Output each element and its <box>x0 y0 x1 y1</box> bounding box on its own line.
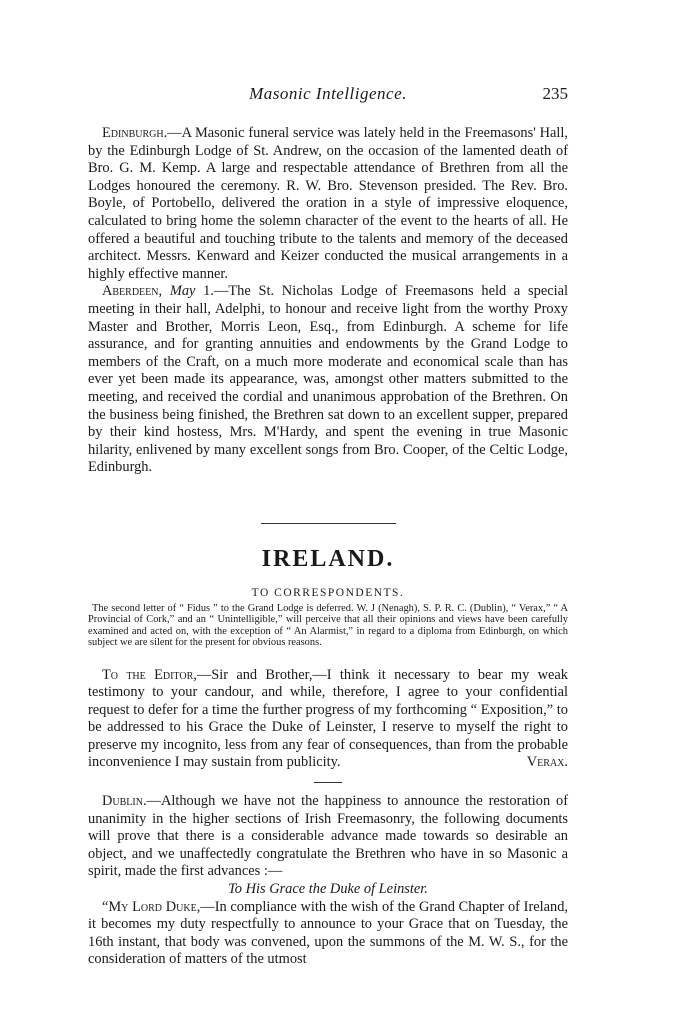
edinburgh-place: Edinburgh. <box>102 125 168 141</box>
running-title: Masonic Intelligence. <box>249 84 407 103</box>
letter-paragraph <box>88 667 568 773</box>
edinburgh-paragraph <box>88 125 568 283</box>
aberdeen-place: Aberdeen, <box>102 283 163 300</box>
dublin-place: Dublin. <box>102 793 147 810</box>
section-heading: IRELAND. <box>261 545 395 572</box>
dublin-address: To His Grace the Duke of Leinster. <box>228 881 428 898</box>
page-number: 235 <box>542 84 568 103</box>
letter-text: —Sir and Brother,—I think it necessary to bear my weak testimony to your candour, and while, therefore, I agree to your confidential request to defer for a time the further progress of my forthcoming “ Exposition,” to be addressed to his Grace the Duke of Leinster, I reserve to myself the right to preserve my incognito, less from any fear of consequences, than from the probable inconvenience I may sustain from publicity. <box>88 666 568 771</box>
edinburgh-text: —A Masonic funeral service was lately held in the Freemasons' Hall, by the Edinburgh Lodge of St. Andrew, on the occasion of the lamented death of Bro. G. M. Kemp. A large and respectable attendance of Brethren from all the Lodges honoured the ceremony. R. W. Bro. Stevenson presided. The Rev. Bro. Boyle, of Portobello, delivered the oration in a style of impressive eloquence, calculated to bring home the solemn character of the event to the hearts of all. He offered a beautiful and touching tribute to the talents and memory of the deceased architect. Messrs. Kenward and Keizer conducted the musical arrangements in a highly effective manner. <box>88 125 568 282</box>
dublin-letter-paragraph <box>88 899 568 969</box>
correspondents-heading: TO CORRESPONDENTS. <box>251 586 405 599</box>
aberdeen-date: May <box>169 283 196 300</box>
letter-salutation: To the Editor, <box>102 666 197 683</box>
aberdeen-text: 1.—The St. Nicholas Lodge of Freemasons held a special meeting in their hall, Adelphi, to honour and receive light from the worthy Proxy Master and Brother, Morris Leon, Esq., from Edinburgh. A scheme for life assurance, and for granting annuities and endowments by the Grand Lodge to members of the Craft, on a much more moderate and economical scale than has ever yet been made its appearance, was, amongst other matters submitted to the meeting, and received the cordial and unanimous approbation of the Brethren. On the business being finished, the Brethren sat down to an excellent supper, prepared by their kind hostess, Mrs. M'Hardy, and spent the evening in true Masonic hilarity, enlivened by many excellent songs from Bro. Cooper, of the Celtic Lodge, Edinburgh. <box>88 283 568 476</box>
letter-signature: Verax. <box>526 754 568 771</box>
aberdeen-paragraph <box>88 283 568 477</box>
correspondents-notice: The second letter of “ Fidus ” to the Grand Lodge is deferred. W. J (Nenagh), S. P. R. C. (Dublin), “ Verax,” “ A Provincial of Cork,” and an “ Unintelligible,” will perceive that all their opinions and views have been carefully examined and acted on, with the exception of “ An Alarmist,” in regard to a diploma from Edinburgh, on which subject we are silent for the present for obvious reasons. <box>88 602 568 649</box>
page-header <box>88 84 568 108</box>
page-body <box>88 125 568 969</box>
dublin-text: —Although we have not the happiness to announce the restoration of unanimity in the higher sections of Irish Freemasonry, the following documents will prove that there is a considerable advance made towards so desirable an object, and we unaffectedly congratulate the Brethren who have in so Masonic a spirit, made the first advances :— <box>88 793 568 880</box>
dublin-paragraph <box>88 793 568 881</box>
dublin-salutation: “My Lord Duke, <box>102 898 201 915</box>
dublin-letter-text: —In compliance with the wish of the Grand Chapter of Ireland, it becomes my duty respectfully to announce to your Grace that on Tuesday, the 16th instant, that body was convened, upon the summons of the M. W. S., for the consideration of matters of the utmost <box>88 898 568 968</box>
